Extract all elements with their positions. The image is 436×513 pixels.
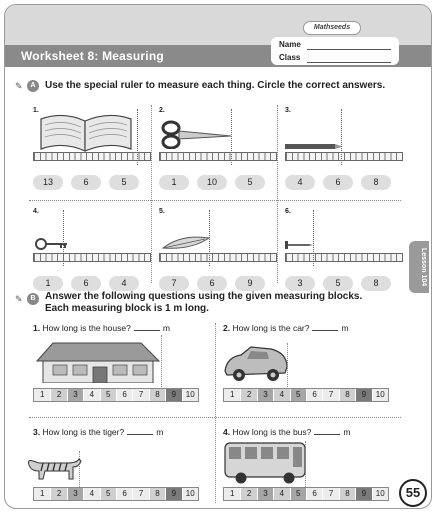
grid-divider	[29, 417, 401, 418]
block: 2	[50, 488, 66, 500]
question-text: How long is the house?	[42, 323, 131, 333]
item-number: 2.	[159, 107, 165, 114]
block: 7	[132, 389, 148, 401]
block: 5	[100, 488, 116, 500]
block: 5	[290, 389, 306, 401]
question-number: 3.	[33, 427, 41, 437]
block: 7	[322, 389, 338, 401]
measure-item-4	[33, 208, 157, 300]
ruler-end-mark	[341, 109, 342, 165]
answer-option[interactable]: 6	[71, 175, 101, 190]
answer-option[interactable]: 4	[109, 276, 139, 291]
unit-label: m	[156, 427, 164, 437]
section-b-instruction-1: Answer the following questions using the given measuring blocks.	[45, 291, 363, 302]
question-text: How long is the bus?	[232, 427, 312, 437]
scissors-icon	[161, 119, 233, 149]
item-number: 6.	[285, 208, 291, 215]
page-title: Worksheet 8: Measuring	[21, 49, 164, 63]
house-icon	[35, 339, 161, 383]
block: 6	[116, 389, 132, 401]
answer-option[interactable]: 3	[285, 276, 315, 291]
measuring-ruler	[33, 152, 151, 161]
unit-label: m	[341, 323, 349, 333]
measure-item-6	[285, 208, 409, 300]
question-2	[223, 323, 349, 333]
block: 1	[34, 389, 50, 401]
answer-option[interactable]: 5	[109, 175, 139, 190]
grid-divider	[29, 200, 401, 201]
section-a-instruction: Use the special ruler to measure each thing. Circle the correct answers.	[45, 80, 386, 91]
block: 8	[149, 389, 165, 401]
pencil-icon	[285, 143, 345, 151]
section-b-instruction-2: Each measuring block is 1 m long.	[45, 303, 209, 314]
answer-option[interactable]: 13	[33, 175, 63, 190]
measure-item-5	[159, 208, 283, 300]
measuring-ruler	[285, 152, 403, 161]
answer-option[interactable]: 5	[235, 175, 265, 190]
measure-item-1	[33, 107, 157, 199]
block: 5	[100, 389, 116, 401]
question-number: 2.	[223, 323, 231, 333]
name-field[interactable]	[307, 49, 391, 50]
name-class-box	[271, 37, 399, 65]
block: 7	[132, 488, 148, 500]
object-end-mark	[79, 451, 80, 491]
block: 1	[224, 488, 240, 500]
ruler-end-mark	[231, 109, 232, 165]
block: 6	[116, 488, 132, 500]
measuring-blocks	[223, 388, 389, 402]
measure-item-3	[285, 107, 409, 199]
item-number: 5.	[159, 208, 165, 215]
block: 10	[372, 488, 388, 500]
answer-option[interactable]: 8	[361, 175, 391, 190]
question-text: How long is the car?	[232, 323, 310, 333]
answer-blank[interactable]	[314, 434, 340, 435]
class-label: Class	[279, 53, 301, 62]
object-end-mark	[305, 441, 306, 491]
block: 8	[339, 488, 355, 500]
pencil-icon: ✎	[15, 294, 23, 304]
answer-blank[interactable]	[134, 330, 160, 331]
block: 7	[322, 488, 338, 500]
block: 6	[306, 488, 322, 500]
question-1	[33, 323, 170, 333]
block: 2	[240, 488, 256, 500]
page-number: 55	[399, 479, 427, 507]
answer-option[interactable]: 5	[323, 276, 353, 291]
answer-option[interactable]: 6	[71, 276, 101, 291]
block: 3	[257, 488, 273, 500]
block: 3	[67, 389, 83, 401]
question-number: 4.	[223, 427, 231, 437]
answer-option[interactable]: 8	[361, 276, 391, 291]
block: 4	[83, 389, 99, 401]
question-4	[223, 427, 350, 437]
ruler-end-mark	[209, 210, 210, 266]
block: 3	[67, 488, 83, 500]
answer-option[interactable]: 1	[33, 276, 63, 291]
question-text: How long is the tiger?	[42, 427, 125, 437]
answer-option[interactable]: 6	[323, 175, 353, 190]
car-icon	[221, 345, 291, 383]
nail-icon	[285, 240, 315, 250]
block: 2	[240, 389, 256, 401]
block: 4	[273, 488, 289, 500]
measuring-ruler	[159, 152, 277, 161]
measuring-ruler	[33, 253, 151, 262]
feather-icon	[161, 234, 211, 252]
block: 9	[355, 488, 371, 500]
section-b-badge: B	[27, 293, 39, 305]
pencil-icon: ✎	[15, 81, 23, 91]
block: 6	[306, 389, 322, 401]
answer-option[interactable]: 6	[197, 276, 227, 291]
book-icon	[39, 111, 133, 153]
unit-label: m	[162, 323, 170, 333]
block: 9	[355, 389, 371, 401]
lesson-label: Lesson 104	[420, 247, 427, 287]
item-number: 1.	[33, 107, 39, 114]
block: 2	[50, 389, 66, 401]
tiger-icon	[27, 457, 83, 483]
answer-blank[interactable]	[127, 434, 153, 435]
measuring-blocks	[33, 388, 199, 402]
answer-blank[interactable]	[312, 330, 338, 331]
question-3	[33, 427, 163, 437]
section-a-badge: A	[27, 80, 39, 92]
block: 1	[34, 488, 50, 500]
ruler-end-mark	[63, 210, 64, 266]
measuring-blocks	[223, 487, 389, 501]
block: 3	[257, 389, 273, 401]
item-number: 4.	[33, 208, 39, 215]
name-label: Name	[279, 40, 301, 49]
worksheet-page	[4, 4, 432, 509]
answer-option[interactable]: 7	[159, 276, 189, 291]
block: 10	[372, 389, 388, 401]
item-number: 3.	[285, 107, 291, 114]
answer-option[interactable]: 10	[197, 175, 227, 190]
lesson-tab	[409, 241, 429, 293]
unit-label: m	[343, 427, 351, 437]
block: 4	[273, 389, 289, 401]
measuring-ruler	[285, 253, 403, 262]
question-number: 1.	[33, 323, 41, 333]
measure-item-2	[159, 107, 283, 199]
answer-option[interactable]: 4	[285, 175, 315, 190]
grid-divider	[215, 323, 216, 503]
block: 9	[165, 488, 181, 500]
block: 1	[224, 389, 240, 401]
block: 10	[182, 389, 198, 401]
ruler-end-mark	[137, 109, 138, 165]
measuring-ruler	[159, 253, 277, 262]
ruler-end-mark	[313, 210, 314, 266]
block: 8	[339, 389, 355, 401]
block: 4	[83, 488, 99, 500]
block: 10	[182, 488, 198, 500]
block: 9	[165, 389, 181, 401]
class-field[interactable]	[307, 62, 391, 63]
brand-logo: Mathseeds	[303, 21, 361, 35]
answer-option[interactable]: 9	[235, 276, 265, 291]
block: 8	[149, 488, 165, 500]
bus-icon	[223, 441, 307, 485]
measuring-blocks	[33, 487, 199, 501]
block: 5	[290, 488, 306, 500]
answer-option[interactable]: 1	[159, 175, 189, 190]
